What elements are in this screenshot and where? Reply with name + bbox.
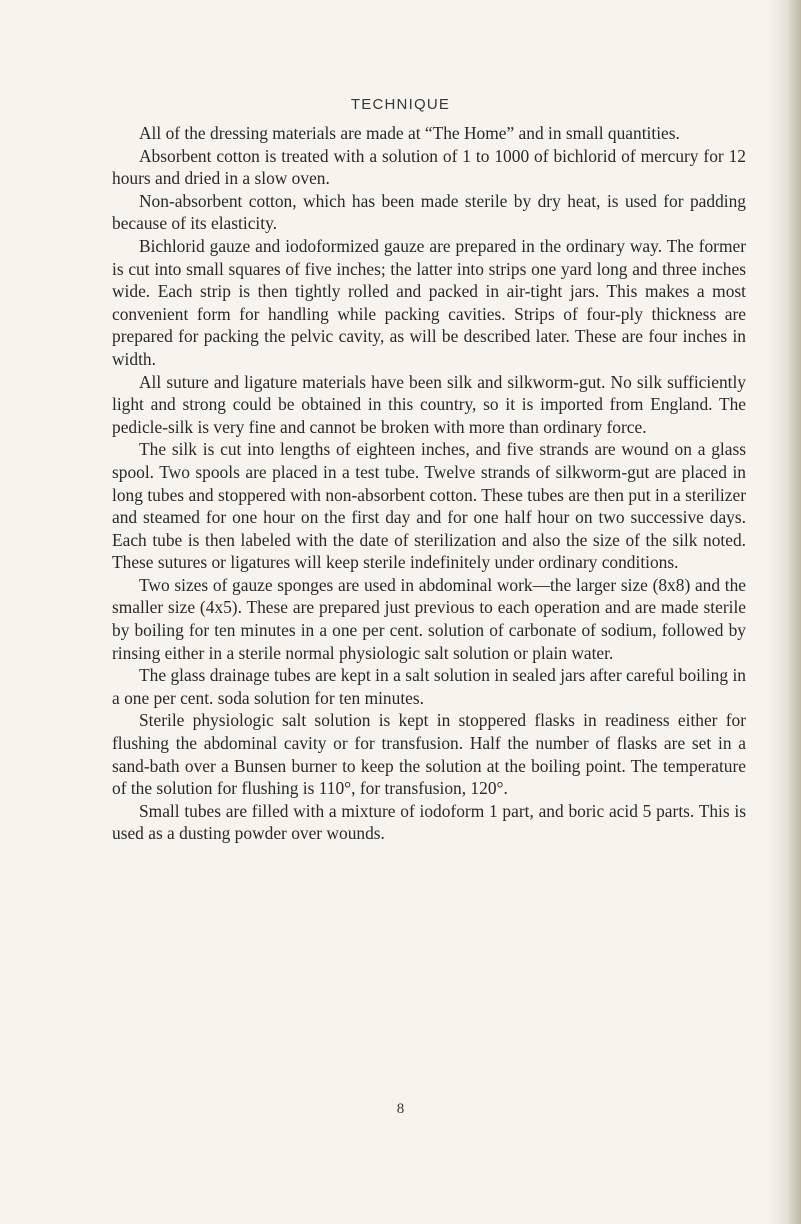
paragraph: Bichlorid gauze and iodoformized gauze are prepared in the ordinary way. The former is cut into small squares of five inches; the latter into strips one yard long and three inches wide. Each strip is then tightly rolled and packed in air-tight jars. This makes a most convenient form for handling while packing cavities. Strips of four-ply thickness are prepared for packing the pelvic cavity, as will be described later. These are four inches in width.	[112, 235, 746, 369]
page-edge-shadow	[767, 0, 801, 1224]
paragraph: Two sizes of gauze sponges are used in abdominal work—the larger size (8x8) and the smaller size (4x5). These are prepared just previous to each operation and are made sterile by boiling for ten minutes in a one per cent. solution of carbonate of sodium, followed by rinsing either in a sterile normal physiologic salt solution or plain water.	[112, 574, 746, 663]
paragraph: Absorbent cotton is treated with a solution of 1 to 1000 of bichlorid of mercury for 12 hours and dried in a slow oven.	[112, 145, 746, 189]
paragraph: All suture and ligature materials have been silk and silkworm-gut. No silk sufficiently light and strong could be obtained in this country, so it is imported from England. The pedicle-silk is very fine and cannot be broken with more than ordinary force.	[112, 371, 746, 437]
paragraph: The silk is cut into lengths of eighteen inches, and five strands are wound on a glass spool. Two spools are placed in a test tube. Twelve strands of silkworm-gut are placed in long tubes and stoppered with non-absorbent cotton. These tubes are then put in a sterilizer and steamed for one hour on the first day and for one half hour on two successive days. Each tube is then labeled with the date of sterilization and also the size of the silk noted. These sutures or ligatures will keep sterile indefinitely under ordinary conditions.	[112, 439, 746, 573]
paragraph: The glass drainage tubes are kept in a salt solution in sealed jars after careful boiling in a one per cent. soda solution for ten minutes.	[112, 665, 746, 708]
paragraph: Sterile physiologic salt solution is kept in stoppered flasks in readiness either for flushing the abdominal cavity or for transfusion. Half the number of flasks are set in a sand-bath over a Bunsen burner to keep the solution at the boiling point. The temperature of the solution for flushing is 110°, for transfusion, 120°.	[112, 710, 746, 799]
paragraph: All of the dressing materials are made at “The Home” and in small quantities.	[139, 123, 680, 143]
paragraph: Small tubes are filled with a mixture of iodoform 1 part, and boric acid 5 parts. This is used as a dusting powder over wounds.	[112, 800, 746, 844]
body-text	[112, 122, 746, 845]
page-number: 8	[396, 1101, 405, 1117]
running-head: TECHNIQUE	[350, 96, 451, 113]
paragraph: Non-absorbent cotton, which has been made sterile by dry heat, is used for padding because of its elasticity.	[112, 190, 746, 234]
